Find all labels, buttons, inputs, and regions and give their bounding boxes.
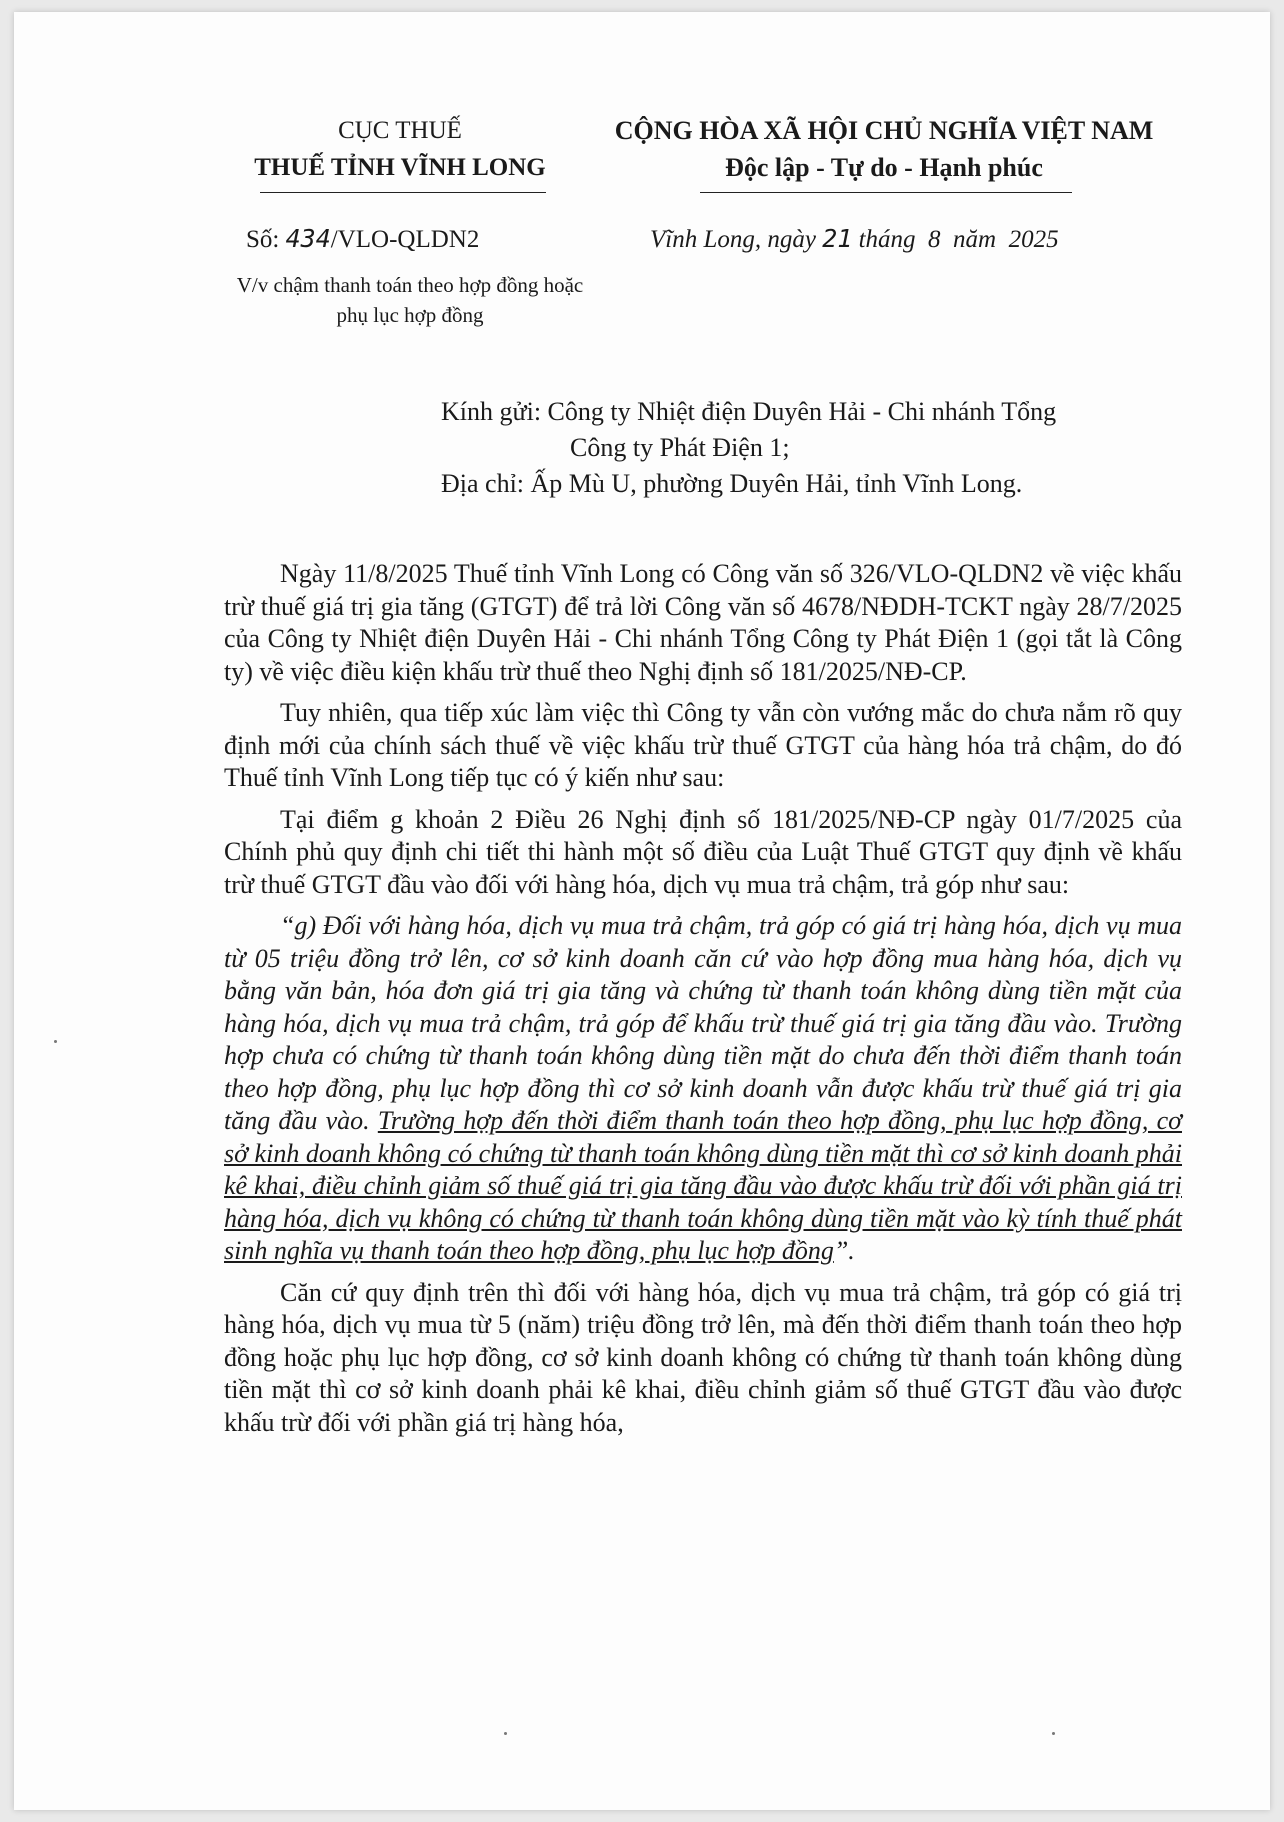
recipient-line-1: Kính gửi: Công ty Nhiệt điện Duyên Hải - Chi nhánh Tổng xyxy=(441,397,1057,426)
body-paragraph-2: Tuy nhiên, qua tiếp xúc làm việc thì Công ty vẫn còn vướng mắc do chưa nắm rõ quy định mới của chính sách thuế về việc khấu trừ thuế GTGT của hàng hóa trả chậm, do đó Thuế tỉnh Vĩnh Long tiếp tục có ý kiến như sau: xyxy=(224,698,1182,792)
national-title: CỘNG HÒA XÃ HỘI CHỦ NGHĨA VIỆT NAM xyxy=(614,116,1154,145)
document-date xyxy=(650,224,1059,254)
number-suffix: /VLO-QLDN2 xyxy=(330,226,480,253)
recipient-address: Địa chỉ: Ấp Mù U, phường Duyên Hải, tỉnh Vĩnh Long. xyxy=(441,469,1023,498)
national-motto: Độc lập - Tự do - Hạnh phúc xyxy=(725,153,1043,182)
letter-body xyxy=(224,558,1182,1439)
number-prefix: Số: xyxy=(246,226,280,253)
document-subject: V/v chậm thanh toán theo hợp đồng hoặc phụ lục hợp đồng xyxy=(236,273,584,327)
body-paragraph-5: Căn cứ quy định trên thì đối với hàng hóa, dịch vụ mua trả chậm, trả góp có giá trị hàng hóa, dịch vụ mua từ 5 (năm) triệu đồng trở lên, mà đến thời điểm thanh toán theo hợp đồng hoặc phụ lục hợp đồng, cơ sở kinh doanh không có chứng từ thanh toán không dùng tiền mặt thì cơ sở kinh doanh phải kê khai, điều chỉnh giảm số thuế GTGT đầu vào được khấu trừ đối với phần giá trị hàng hóa, xyxy=(224,1277,1182,1437)
decree-quotation xyxy=(224,910,1182,1268)
national-motto-block xyxy=(584,112,1184,186)
date-prefix: Vĩnh Long, ngày xyxy=(650,226,816,253)
body-paragraph-3: Tại điểm g khoản 2 Điều 26 Nghị định số 181/2025/NĐ-CP ngày 01/7/2025 của Chính phủ quy định chi tiết thi hành một số điều của Luật Thuế GTGT quy định về khấu trừ thuế GTGT đầu vào đối với hàng hóa, dịch vụ mua trả chậm, trả góp như sau: xyxy=(224,804,1182,899)
document-number xyxy=(246,224,479,254)
motto-underline xyxy=(700,192,1072,193)
recipient-block xyxy=(441,394,1056,502)
agency-name: THUẾ TỈNH VĨNH LONG xyxy=(254,154,546,181)
scan-speck xyxy=(504,1732,507,1735)
recipient-line-2: Công ty Phát Điện 1; xyxy=(570,433,790,462)
issuing-agency-block xyxy=(190,112,610,186)
quote-closing: ”. xyxy=(833,1236,855,1265)
date-month-year: tháng 8 năm 2025 xyxy=(858,226,1059,253)
date-day-handwritten: 21 xyxy=(822,224,853,253)
agency-underline xyxy=(260,192,546,193)
scan-speck xyxy=(1052,1732,1055,1735)
quote-text: “g) Đối với hàng hóa, dịch vụ mua trả chậm, trả góp có giá trị hàng hóa, dịch vụ mua từ 05 triệu đồng trở lên, cơ sở kinh doanh căn cứ vào hợp đồng mua hàng hóa, dịch vụ bằng văn bản, hóa đơn giá trị gia tăng và chứng từ thanh toán không dùng tiền mặt của hàng hóa, dịch vụ mua trả chậm, trả góp để khấu trừ thuế giá trị gia tăng đầu vào. Trường hợp chưa có chứng từ thanh toán không dùng tiền mặt do chưa đến thời điểm thanh toán theo hợp đồng, phụ lục hợp đồng thì cơ sở kinh doanh vẫn được khấu trừ thuế giá trị gia tăng đầu vào. xyxy=(224,911,1182,1135)
quote-underlined-text: Trường hợp đến thời điểm thanh toán theo hợp đồng, phụ lục hợp đồng, cơ sở kinh doanh không có chứng từ thanh toán không dùng tiền mặt thì cơ sở kinh doanh phải kê khai, điều chỉnh giảm số thuế giá trị gia tăng đầu vào được khấu trừ đối với phần giá trị hàng hóa, dịch vụ không có chứng từ thanh toán không dùng tiền mặt vào kỳ tính thuế phát sinh nghĩa vụ thanh toán theo hợp đồng, phụ lục hợp đồng xyxy=(224,1106,1182,1265)
agency-parent-name: CỤC THUẾ xyxy=(338,117,462,144)
document-page xyxy=(14,12,1270,1810)
number-handwritten: 434 xyxy=(285,224,331,253)
scan-speck xyxy=(54,1040,57,1043)
body-paragraph-1: Ngày 11/8/2025 Thuế tỉnh Vĩnh Long có Công văn số 326/VLO-QLDN2 về việc khấu trừ thuế giá trị gia tăng (GTGT) để trả lời Công văn số 4678/NĐDH-TCKT ngày 28/7/2025 của Công ty Nhiệt điện Duyên Hải - Chi nhánh Tổng Công ty Phát Điện 1 (gọi tắt là Công ty) về việc điều kiện khấu trừ thuế theo Nghị định số 181/2025/NĐ-CP. xyxy=(224,559,1182,686)
